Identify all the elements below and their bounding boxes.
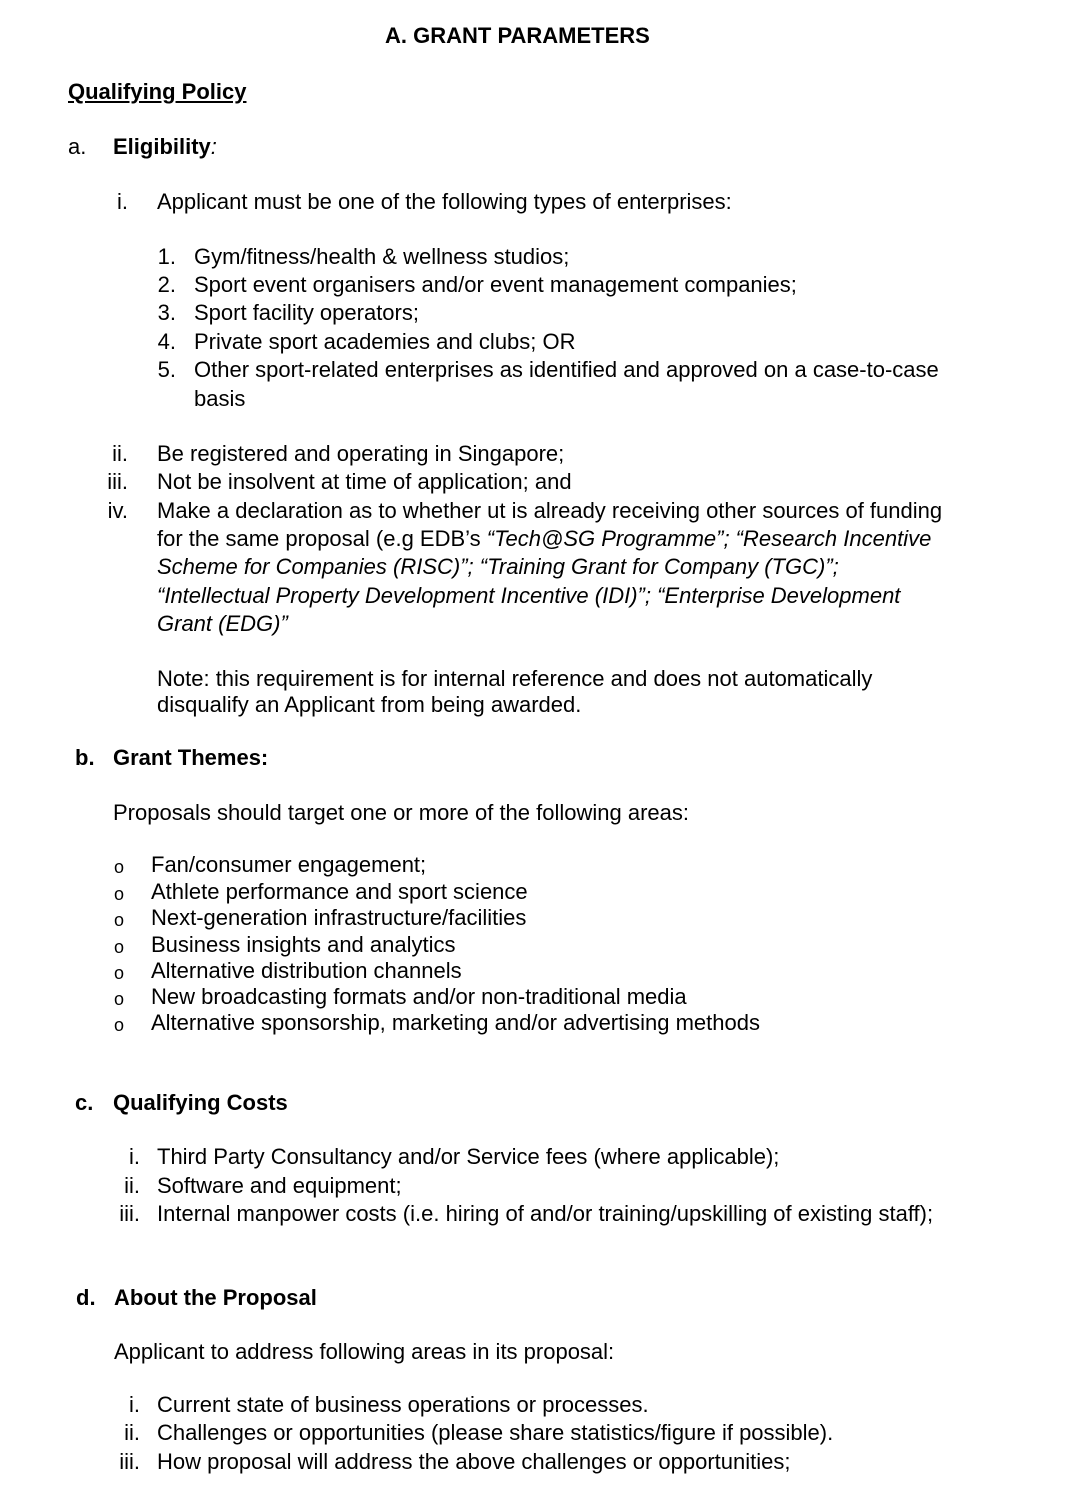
section-c-heading: Qualifying Costs <box>113 1090 288 1115</box>
theme-5-text: Alternative distribution channels <box>151 958 462 983</box>
cost-1-text: Third Party Consultancy and/or Service fees (where applicable); <box>157 1144 780 1169</box>
cost-1-num: i. <box>129 1144 140 1169</box>
item-iv-line1: Make a declaration as to whether ut is already receiving other sources of funding <box>157 498 943 523</box>
type-3-text: Sport facility operators; <box>194 300 419 325</box>
item-iv-line2 <box>157 525 931 553</box>
item-iii-text: Not be insolvent at time of application; and <box>157 469 572 494</box>
theme-1-bullet: o <box>114 857 125 877</box>
cost-3-num: iii. <box>119 1201 140 1226</box>
type-4-text: Private sport academies and clubs; OR <box>194 329 576 354</box>
cost-3-text: Internal manpower costs (i.e. hiring of and/or training/upskilling of existing staff); <box>157 1201 934 1226</box>
item-iv-line2-italic: “Tech@SG Programme”; “Research Incentive <box>486 526 932 551</box>
section-b-heading: Grant Themes: <box>113 745 269 770</box>
eligibility-colon: : <box>210 134 217 159</box>
theme-6-text: New broadcasting formats and/or non-traditional media <box>151 984 687 1009</box>
item-i-marker: i. <box>117 189 128 214</box>
section-a-heading <box>113 133 217 161</box>
section-a-marker: a. <box>68 134 87 159</box>
item-ii-marker: ii. <box>112 441 128 466</box>
item-iv-line3: Scheme for Companies (RISC)”; “Training Grant for Company (TGC)”; <box>157 554 839 579</box>
proposal-3-text: How proposal will address the above challenges or opportunities; <box>157 1449 791 1474</box>
item-iv-line2-plain: for the same proposal (e.g EDB’s <box>157 526 487 551</box>
type-1-num: 1. <box>157 244 176 269</box>
theme-7-bullet: o <box>114 1015 125 1035</box>
section-c-marker: c. <box>75 1090 94 1115</box>
type-2-num: 2. <box>157 272 176 297</box>
theme-3-text: Next-generation infrastructure/facilities <box>151 905 527 930</box>
theme-4-text: Business insights and analytics <box>151 932 456 957</box>
theme-1-text: Fan/consumer engagement; <box>151 852 427 877</box>
type-5-text-cont: basis <box>194 386 246 411</box>
eligibility-heading: Eligibility <box>113 134 211 159</box>
item-iv-line4: “Intellectual Property Development Incentive (IDI)”; “Enterprise Development <box>157 583 901 608</box>
note-line1: Note: this requirement is for internal reference and does not automatically <box>157 666 873 691</box>
theme-2-bullet: o <box>114 884 125 904</box>
item-iii-marker: iii. <box>107 469 128 494</box>
type-1-text: Gym/fitness/health & wellness studios; <box>194 244 570 269</box>
section-d-intro: Applicant to address following areas in its proposal: <box>114 1339 615 1364</box>
policy-heading: Qualifying Policy <box>68 79 247 104</box>
proposal-2-num: ii. <box>124 1420 140 1445</box>
cost-2-text: Software and equipment; <box>157 1173 402 1198</box>
proposal-2-text: Challenges or opportunities (please share statistics/figure if possible). <box>157 1420 834 1445</box>
item-iv-line5: Grant (EDG)” <box>157 611 288 636</box>
section-d-heading: About the Proposal <box>114 1285 317 1310</box>
theme-7-text: Alternative sponsorship, marketing and/or advertising methods <box>151 1010 760 1035</box>
proposal-1-text: Current state of business operations or processes. <box>157 1392 649 1417</box>
theme-3-bullet: o <box>114 910 125 930</box>
note-line2: disqualify an Applicant from being awarded. <box>157 692 582 717</box>
section-d-marker: d. <box>76 1285 96 1310</box>
proposal-1-num: i. <box>129 1392 140 1417</box>
theme-5-bullet: o <box>114 963 125 983</box>
proposal-3-num: iii. <box>119 1449 140 1474</box>
item-ii-text: Be registered and operating in Singapore; <box>157 441 565 466</box>
theme-4-bullet: o <box>114 937 125 957</box>
section-b-marker: b. <box>75 745 95 770</box>
cost-2-num: ii. <box>124 1173 140 1198</box>
page-title: A. GRANT PARAMETERS <box>385 23 650 48</box>
type-5-num: 5. <box>157 357 176 382</box>
theme-6-bullet: o <box>114 989 125 1009</box>
type-3-num: 3. <box>157 300 176 325</box>
type-2-text: Sport event organisers and/or event management companies; <box>194 272 797 297</box>
section-b-intro: Proposals should target one or more of the following areas: <box>113 800 689 825</box>
type-4-num: 4. <box>157 329 176 354</box>
item-i-text: Applicant must be one of the following types of enterprises: <box>157 189 732 214</box>
item-iv-marker: iv. <box>107 498 128 523</box>
theme-2-text: Athlete performance and sport science <box>151 879 528 904</box>
type-5-text: Other sport-related enterprises as identified and approved on a case-to-case <box>194 357 939 382</box>
